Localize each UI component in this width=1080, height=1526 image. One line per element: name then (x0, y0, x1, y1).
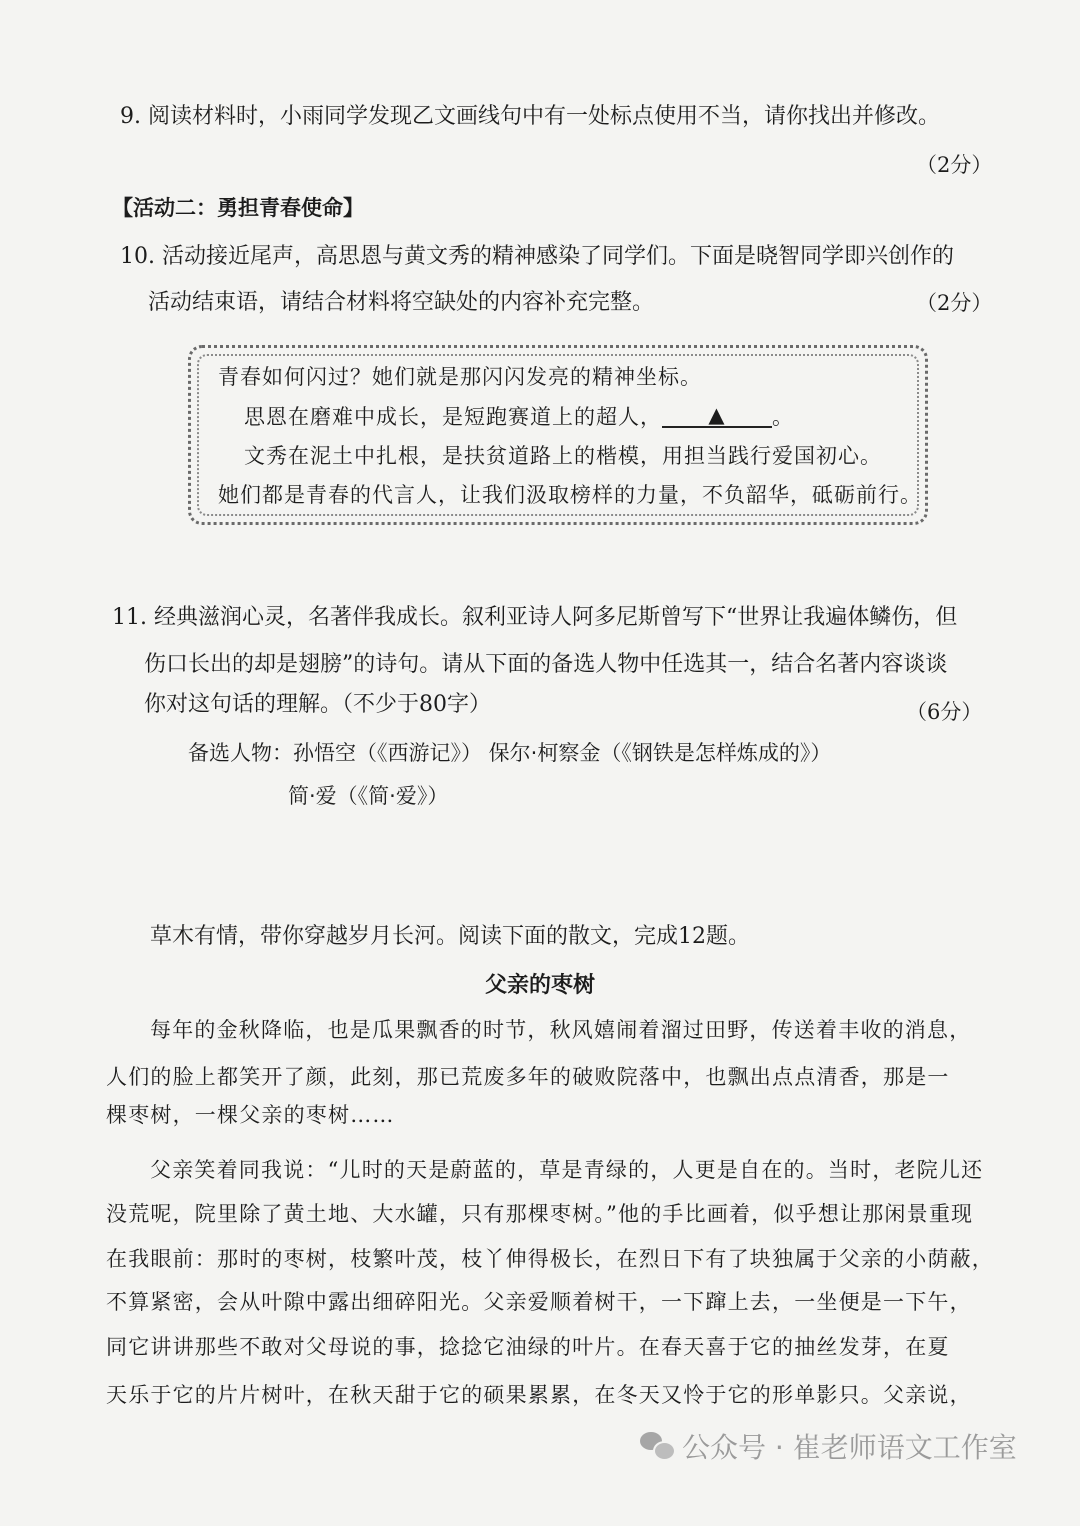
box-line1: 青春如何闪过？她们就是那闪闪发亮的精神坐标。 (218, 365, 702, 389)
wechat-icon (640, 1432, 674, 1460)
box-line4: 她们都是青春的代言人，让我们汲取榜样的力量，不负韶华，砥砺前行。 (218, 483, 922, 507)
blank-triangle: ▲ (708, 403, 726, 427)
box-line2-before: 思恩在磨难中成长，是短跑赛道上的超人， (244, 405, 662, 429)
p1-line: 每年的金秋降临，也是瓜果飘香的时节，秋风嬉闹着溜过田野，传送着丰收的消息， (150, 1018, 972, 1042)
box-line2-after: 。 (772, 405, 794, 429)
q10-score: （2分） (916, 291, 993, 315)
p2-line: 在我眼前：那时的枣树，枝繁叶茂，枝丫伸得极长，在烈日下有了块独属于父亲的小荫蔽， (106, 1247, 994, 1271)
box-line3: 文秀在泥土中扎根，是扶贫道路上的楷模，用担当践行爱国初心。 (244, 444, 882, 468)
p2-line: 天乐于它的片片树叶，在秋天甜于它的硕果累累，在冬天又怜于它的形单影只。父亲说， (106, 1383, 972, 1407)
q11-score: （6分） (906, 700, 983, 724)
q10-line2: 活动结束语，请结合材料将空缺处的内容补充完整。 (148, 290, 655, 315)
p1-line: 人们的脸上都笑开了颜，此刻，那已荒废多年的破败院落中，也飘出点点清香，那是一 (106, 1065, 950, 1089)
q11-line1: 11. 经典滋润心灵，名著伴我成长。叙利亚诗人阿多尼斯曾写下“世界让我遍体鳞伤，但 (112, 605, 958, 630)
q10-line1: 10. 活动接近尾声，高思恩与黄文秀的精神感染了同学们。下面是晓智同学即兴创作的 (120, 244, 954, 269)
p2-line: 同它讲讲那些不敢对父母说的事，捻捻它油绿的叶片。在春天喜于它的抽丝发芽，在夏 (106, 1335, 950, 1359)
answer-blank[interactable] (662, 404, 772, 428)
q11-candidates-2: 简·爱（《简·爱》） (288, 784, 449, 808)
q9-text: 9. 阅读材料时，小雨同学发现乙文画线句中有一处标点使用不当，请你找出并修改。 (120, 104, 940, 129)
p1-line: 棵枣树，一棵父亲的枣树…… (106, 1103, 395, 1127)
activity2-heading: 【活动二：勇担青春使命】 (112, 196, 364, 220)
q11-candidates-1: 备选人物：孙悟空（《西游记》） 保尔·柯察金（《钢铁是怎样炼成的》） (188, 741, 832, 765)
q11-line3: 你对这句话的理解。（不少于80字） (144, 692, 491, 717)
box-line2 (244, 402, 794, 432)
reading-intro: 草木有情，带你穿越岁月长河。阅读下面的散文，完成12题。 (150, 924, 750, 949)
q9-score: （2分） (916, 153, 993, 177)
watermark (640, 1426, 1017, 1466)
essay-title: 父亲的枣树 (484, 973, 595, 998)
p2-line: 没荒呢，院里除了黄土地、大水罐，只有那棵枣树。”他的手比画着，似乎想让那闲景重现 (106, 1202, 974, 1226)
q11-line2: 伤口长出的却是翅膀”的诗句。请从下面的备选人物中任选其一，结合名著内容谈谈 (144, 652, 948, 677)
p2-line: 不算紧密，会从叶隙中露出细碎阳光。父亲爱顺着树干，一下蹿上去，一坐便是一下午， (106, 1290, 972, 1314)
p2-line: 父亲笑着同我说：“儿时的天是蔚蓝的，草是青绿的，人更是自在的。当时，老院儿还 (150, 1158, 984, 1182)
watermark-text: 公众号 · 崔老师语文工作室 (682, 1431, 1017, 1464)
